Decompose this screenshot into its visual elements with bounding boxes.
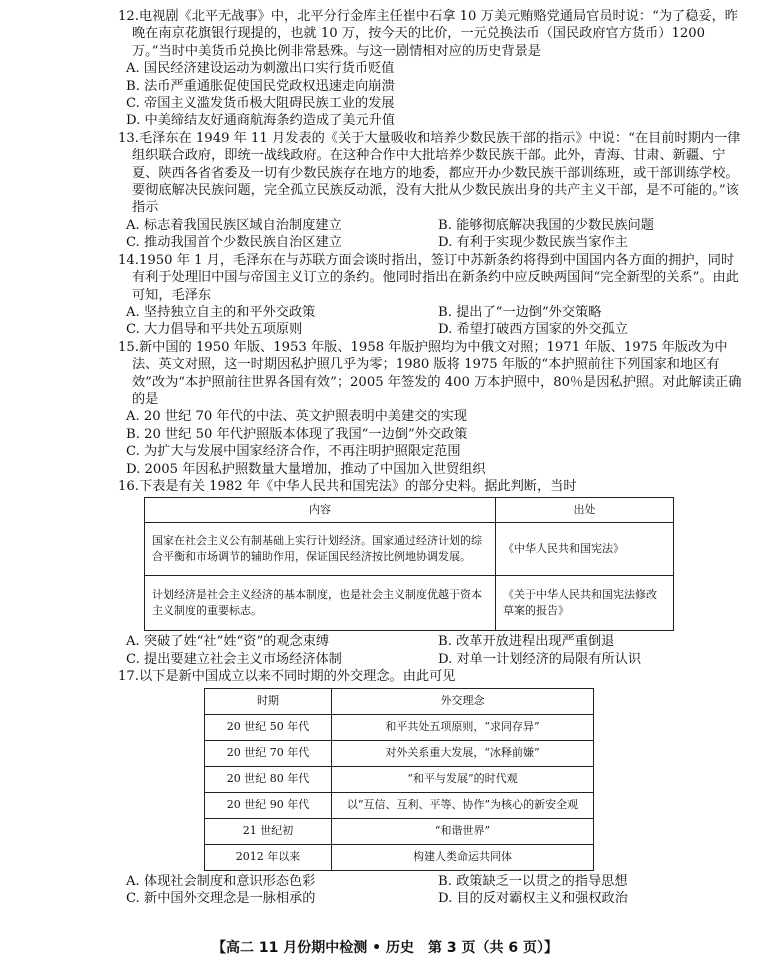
table-header: 内容: [145, 498, 496, 523]
question-14-option-d: D. 希望打破西方国家的外交孤立: [438, 322, 628, 338]
table-header: 外交理念: [332, 688, 594, 714]
question-16-options: [118, 633, 746, 668]
question-12-option-c: C. 帝国主义滥发货币极大阻碍民族工业的发展: [126, 96, 395, 112]
table-row: [205, 818, 594, 844]
question-17-option-d: D. 目的反对霸权主义和强权政治: [438, 891, 628, 906]
question-14-option-a: A. 坚持独立自主的和平外交政策: [126, 304, 316, 320]
question-13-stem: 13.毛泽东在 1949 年 11 月发表的《关于大量吸收和培养少数民族干部的指示》中说：“在目前时期内一律组织联合政府，即统一战线政府。在这种合作中大批培养少数民族干部。此外，青海、甘肃、新疆、宁夏、陕西各省省委及一切有少数民族存在地方的地委，都应开办少数民族干部训练班，或干部训练学校。要彻底解决民族问题，完全孤立民族反动派，没有大批从少数民族出身的共产主义干部，是不可能的。”该指示: [118, 130, 741, 216]
question-13-option-c: C. 推动我国首个少数民族自治区建立: [126, 235, 342, 251]
question-12: [118, 8, 746, 130]
table-cell: 20 世纪 90 年代: [205, 792, 332, 818]
table-header: 出处: [496, 498, 674, 523]
question-14: [118, 252, 746, 339]
question-12-option-a: A. 国民经济建设运动为刺激出口实行货币贬值: [126, 61, 395, 77]
table-row: [205, 844, 594, 870]
page-footer: 【高二 11 月份期中检测 • 历史 第 3 页（共 6 页）】: [212, 940, 558, 956]
question-17-options: [118, 873, 746, 908]
question-16-table: [144, 497, 674, 631]
question-14-option-c: C. 大力倡导和平共处五项原则: [126, 322, 303, 338]
table-cell: 对外关系重大发展，“冰释前嫌”: [332, 740, 594, 766]
table-cell: 21 世纪初: [205, 818, 332, 844]
table-cell: 以“互信、互利、平等、协作”为核心的新安全观: [332, 792, 594, 818]
table-cell: 2012 年以来: [205, 844, 332, 870]
question-15-option-a: A. 20 世纪 70 年代的中法、英文护照表明中美建交的实现: [126, 409, 467, 425]
table-cell: 国家在社会主义公有制基础上实行计划经济。国家通过经济计划的综合平衡和市场调节的辅助作用，保证国民经济按比例地协调发展。: [145, 523, 496, 576]
table-cell: “和谐世界”: [332, 818, 594, 844]
table-header: 时期: [205, 688, 332, 714]
question-17-option-b: B. 政策缺乏一以贯之的指导思想: [438, 873, 628, 889]
question-17: [118, 668, 746, 907]
question-15-option-c: C. 为扩大与发展中国家经济合作，不再注明护照限定范围: [126, 444, 461, 460]
question-16-stem: 16.下表是有关 1982 年《中华人民共和国宪法》的部分史料。据此判断，当时: [118, 478, 577, 494]
table-cell: 和平共处五项原则，“求同存异”: [332, 714, 594, 740]
question-16: [118, 478, 746, 668]
question-14-option-b: B. 提出了“一边倒”外交策略: [438, 304, 602, 320]
table-row: [205, 714, 594, 740]
question-15: [118, 339, 746, 478]
question-15-option-b: B. 20 世纪 50 年代护照版本体现了我国“一边倒”外交政策: [126, 426, 468, 442]
question-16-option-c: C. 提出要建立社会主义市场经济体制: [126, 651, 342, 667]
question-15-stem: 15.新中国的 1950 年版、1953 年版、1958 年版护照均为中俄文对照；1971 年版、1975 年版改为中法、英文对照，这一时期因私护照几乎为零；1980 版将 1975 年版的“本护照前往下列国家和地区有效”改为“本护照前往世界各国有效”；2005 年签发的 400 万本护照中，80％是因私护照。对此解读正确的是: [118, 339, 742, 407]
table-row: [205, 740, 594, 766]
table-cell: 20 世纪 80 年代: [205, 766, 332, 792]
table-cell: 20 世纪 50 年代: [205, 714, 332, 740]
question-15-option-d: D. 2005 年因私护照数量大量增加，推动了中国加入世贸组织: [126, 461, 486, 477]
table-row: [205, 792, 594, 818]
question-13-option-a: A. 标志着我国民族区域自治制度建立: [126, 217, 342, 233]
question-14-options: [118, 304, 746, 339]
question-17-option-c: C. 新中国外交理念是一脉相承的: [126, 891, 316, 906]
question-16-option-a: A. 突破了姓“社”姓“资”的观念束缚: [126, 634, 330, 650]
table-row: [145, 576, 674, 631]
table-cell: 计划经济是社会主义经济的基本制度，也是社会主义制度优越于资本主义制度的重要标志。: [145, 576, 496, 631]
question-16-option-b: B. 改革开放进程出现严重倒退: [438, 634, 615, 650]
question-17-option-a: A. 体现社会制度和意识形态色彩: [126, 873, 316, 889]
question-13-option-d: D. 有利于实现少数民族当家作主: [438, 235, 628, 251]
table-cell: 《中华人民共和国宪法》: [496, 523, 674, 576]
table-cell: 构建人类命运共同体: [332, 844, 594, 870]
question-14-stem: 14.1950 年 1 月，毛泽东在与苏联方面会谈时指出，签订中苏新条约将得到中国国内各方面的拥护，同时有利于处理旧中国与帝国主义订立的条约。他同时指出在新条约中应反映两国间“完全新型的关系”。由此可知，毛泽东: [118, 252, 739, 303]
table-cell: 《关于中华人民共和国宪法修改草案的报告》: [496, 576, 674, 631]
question-17-stem: 17.以下是新中国成立以来不同时期的外交理念。由此可见: [118, 669, 456, 685]
question-16-option-d: D. 对单一计划经济的局限有所认识: [438, 651, 642, 667]
question-12-option-b: B. 法币严重通胀促使国民党政权迅速走向崩溃: [126, 78, 395, 94]
question-12-stem: 12.电视剧《北平无战事》中，北平分行金库主任崔中石拿 10 万美元贿赂党通局官员时说：“为了稳妥，昨晚在南京花旗银行现提的，也就 10 万，按今天的比价，一元兑换法币（国民政府官方货币）1200 万。”当时中美货币兑换比例非常悬殊。与这一剧情相对应的历史背景是: [118, 9, 738, 59]
question-13: [118, 130, 746, 252]
table-row: [205, 766, 594, 792]
table-cell: 20 世纪 70 年代: [205, 740, 332, 766]
table-row: [145, 523, 674, 576]
question-12-option-d: D. 中美缔结友好通商航海条约造成了美元升值: [126, 113, 396, 129]
question-17-table: [204, 688, 594, 871]
question-13-option-b: B. 能够彻底解决我国的少数民族问题: [438, 217, 654, 233]
question-13-options: [118, 217, 746, 252]
table-cell: “和平与发展”的时代观: [332, 766, 594, 792]
